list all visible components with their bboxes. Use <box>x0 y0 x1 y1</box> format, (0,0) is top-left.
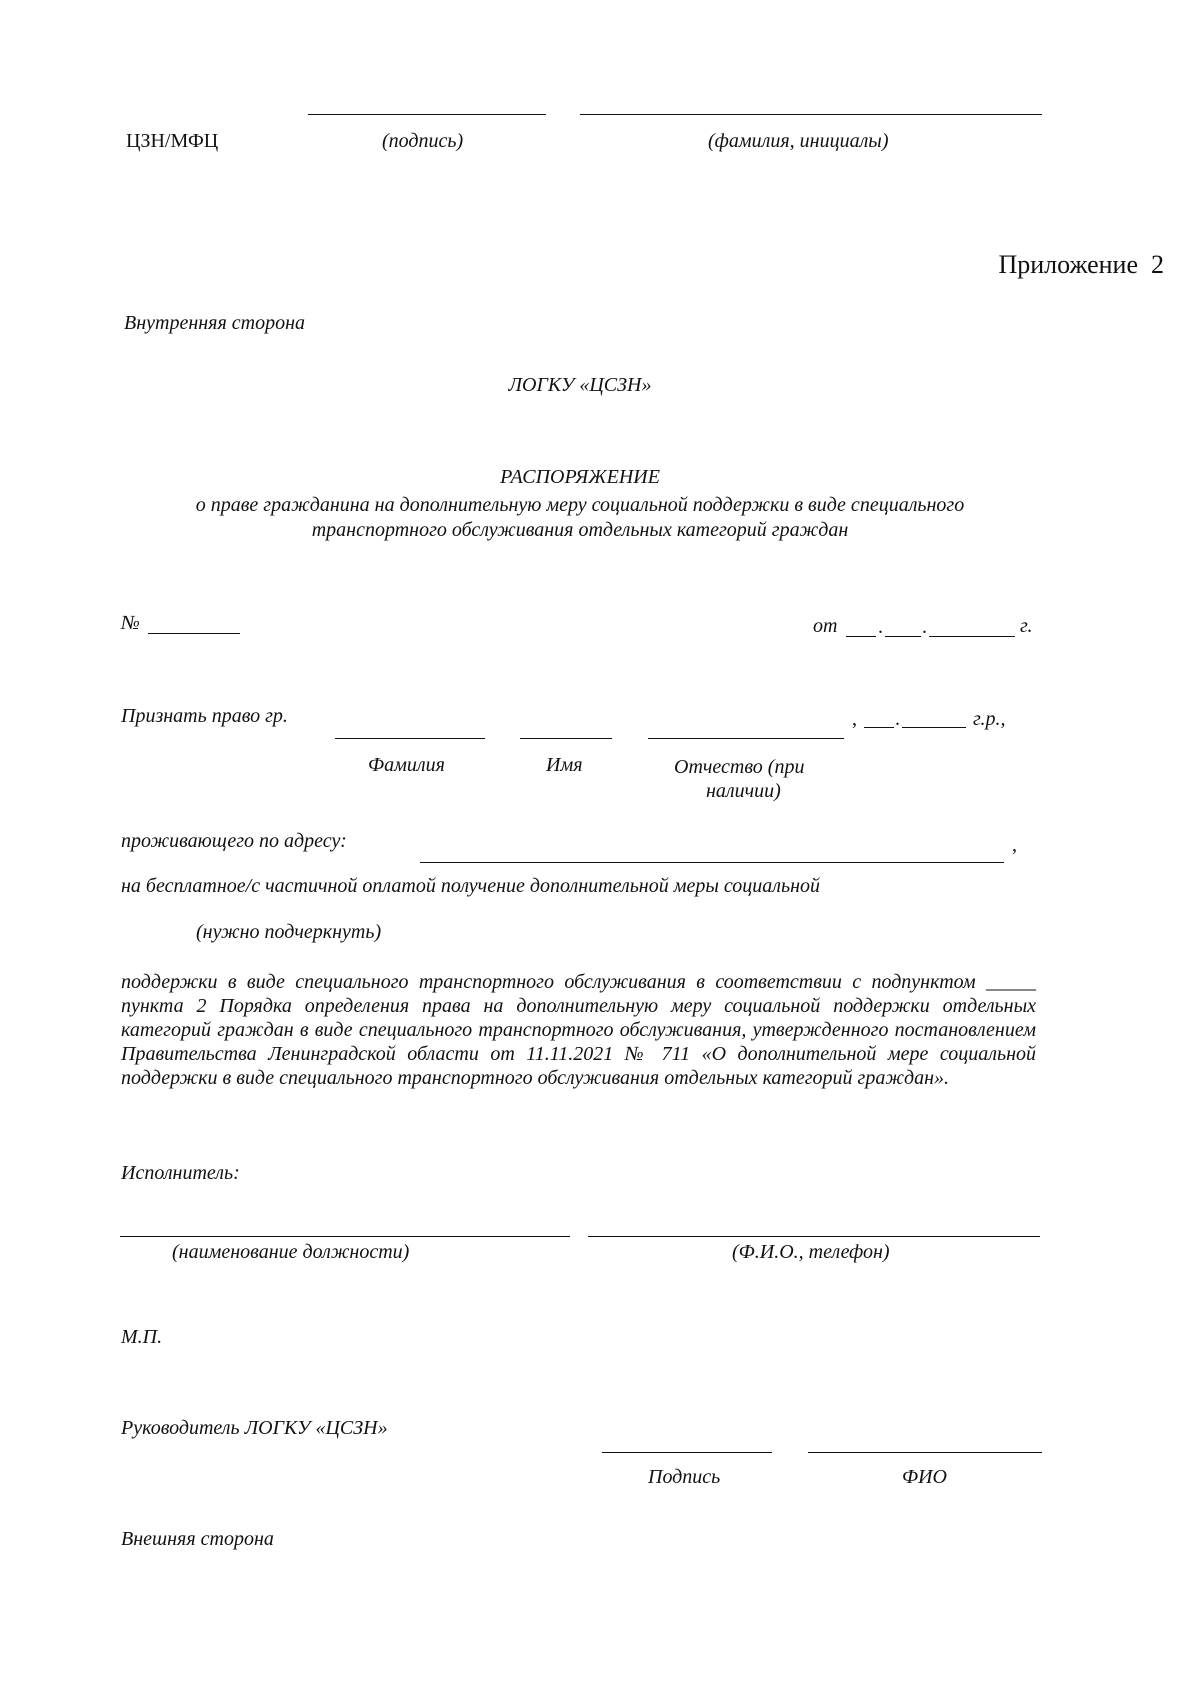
top-signature-line <box>308 114 546 115</box>
stamp-label: М.П. <box>121 1326 163 1348</box>
date-from-label: от <box>813 615 838 637</box>
date-year-line <box>929 636 1015 637</box>
document-subtitle-line2: транспортного обслуживания отдельных категорий граждан <box>311 519 849 541</box>
executor-position-line <box>120 1236 570 1237</box>
head-fio-caption: ФИО <box>902 1466 947 1488</box>
inner-side-label: Внутренняя сторона <box>124 312 306 334</box>
birth-comma: , <box>852 708 857 730</box>
surname-line <box>335 738 485 739</box>
head-label: Руководитель ЛОГКУ «ЦСЗН» <box>121 1417 388 1439</box>
patronymic-line <box>648 738 844 739</box>
name-caption: (фамилия, инициалы) <box>708 130 889 152</box>
document-title: РАСПОРЯЖЕНИЕ <box>500 466 660 488</box>
birth-day-line <box>864 727 894 728</box>
body-paragraph: поддержки в виде специального транспортного обслуживания в соответствии с подпунктом _____ пункта 2 Порядка определения права на дополнительную меру социальной поддержки отдельных категорий граждан в виде специального транспортного обслуживания, утвержденного постановлением Правительства Ленинградской области от 11.11.2021 № 711 «О дополнительной мере социальной поддержки в виде специального транспортного обслуживания отдельных категорий граждан». <box>121 971 1036 1089</box>
top-name-line <box>580 114 1042 115</box>
number-line <box>148 633 240 634</box>
birth-dot: . <box>895 708 900 730</box>
birth-year-suffix: г.р., <box>973 708 1006 730</box>
birth-year-line <box>902 727 966 728</box>
signature-caption: (подпись) <box>382 130 464 152</box>
date-dot-2: . <box>922 616 927 638</box>
executor-fio-line <box>588 1236 1040 1237</box>
executor-fio-caption: (Ф.И.О., телефон) <box>732 1241 890 1263</box>
head-signature-caption: Подпись <box>648 1466 721 1488</box>
patronymic-caption-line1: Отчество (при <box>674 756 805 778</box>
executor-position-caption: (наименование должности) <box>172 1241 410 1263</box>
date-month-line <box>885 636 921 637</box>
recognize-label: Признать право гр. <box>121 705 288 727</box>
address-comma: , <box>1012 834 1017 856</box>
outer-side-label: Внешняя сторона <box>121 1528 274 1550</box>
head-signature-line <box>602 1452 772 1453</box>
date-year-suffix: г. <box>1020 615 1033 637</box>
appendix-label: Приложение 2 <box>998 250 1164 279</box>
payment-line: на бесплатное/с частичной оплатой получение дополнительной меры социальной <box>121 875 821 897</box>
executor-label: Исполнитель: <box>121 1162 240 1184</box>
org-name: ЛОГКУ «ЦСЗН» <box>508 374 652 396</box>
document-subtitle-line1: о праве гражданина на дополнительную меру социальной поддержки в виде специального <box>195 494 965 516</box>
date-dot-1: . <box>878 616 883 638</box>
surname-caption: Фамилия <box>368 754 445 776</box>
address-label: проживающего по адресу: <box>121 830 347 852</box>
head-fio-line <box>808 1452 1042 1453</box>
firstname-caption: Имя <box>546 754 583 776</box>
address-line <box>420 862 1004 863</box>
org-label: ЦЗН/МФЦ <box>126 130 219 152</box>
underline-note: (нужно подчеркнуть) <box>196 921 382 943</box>
name-line <box>520 738 612 739</box>
date-day-line <box>846 636 876 637</box>
number-label: № <box>121 612 140 634</box>
patronymic-caption-line2: наличии) <box>706 780 781 802</box>
